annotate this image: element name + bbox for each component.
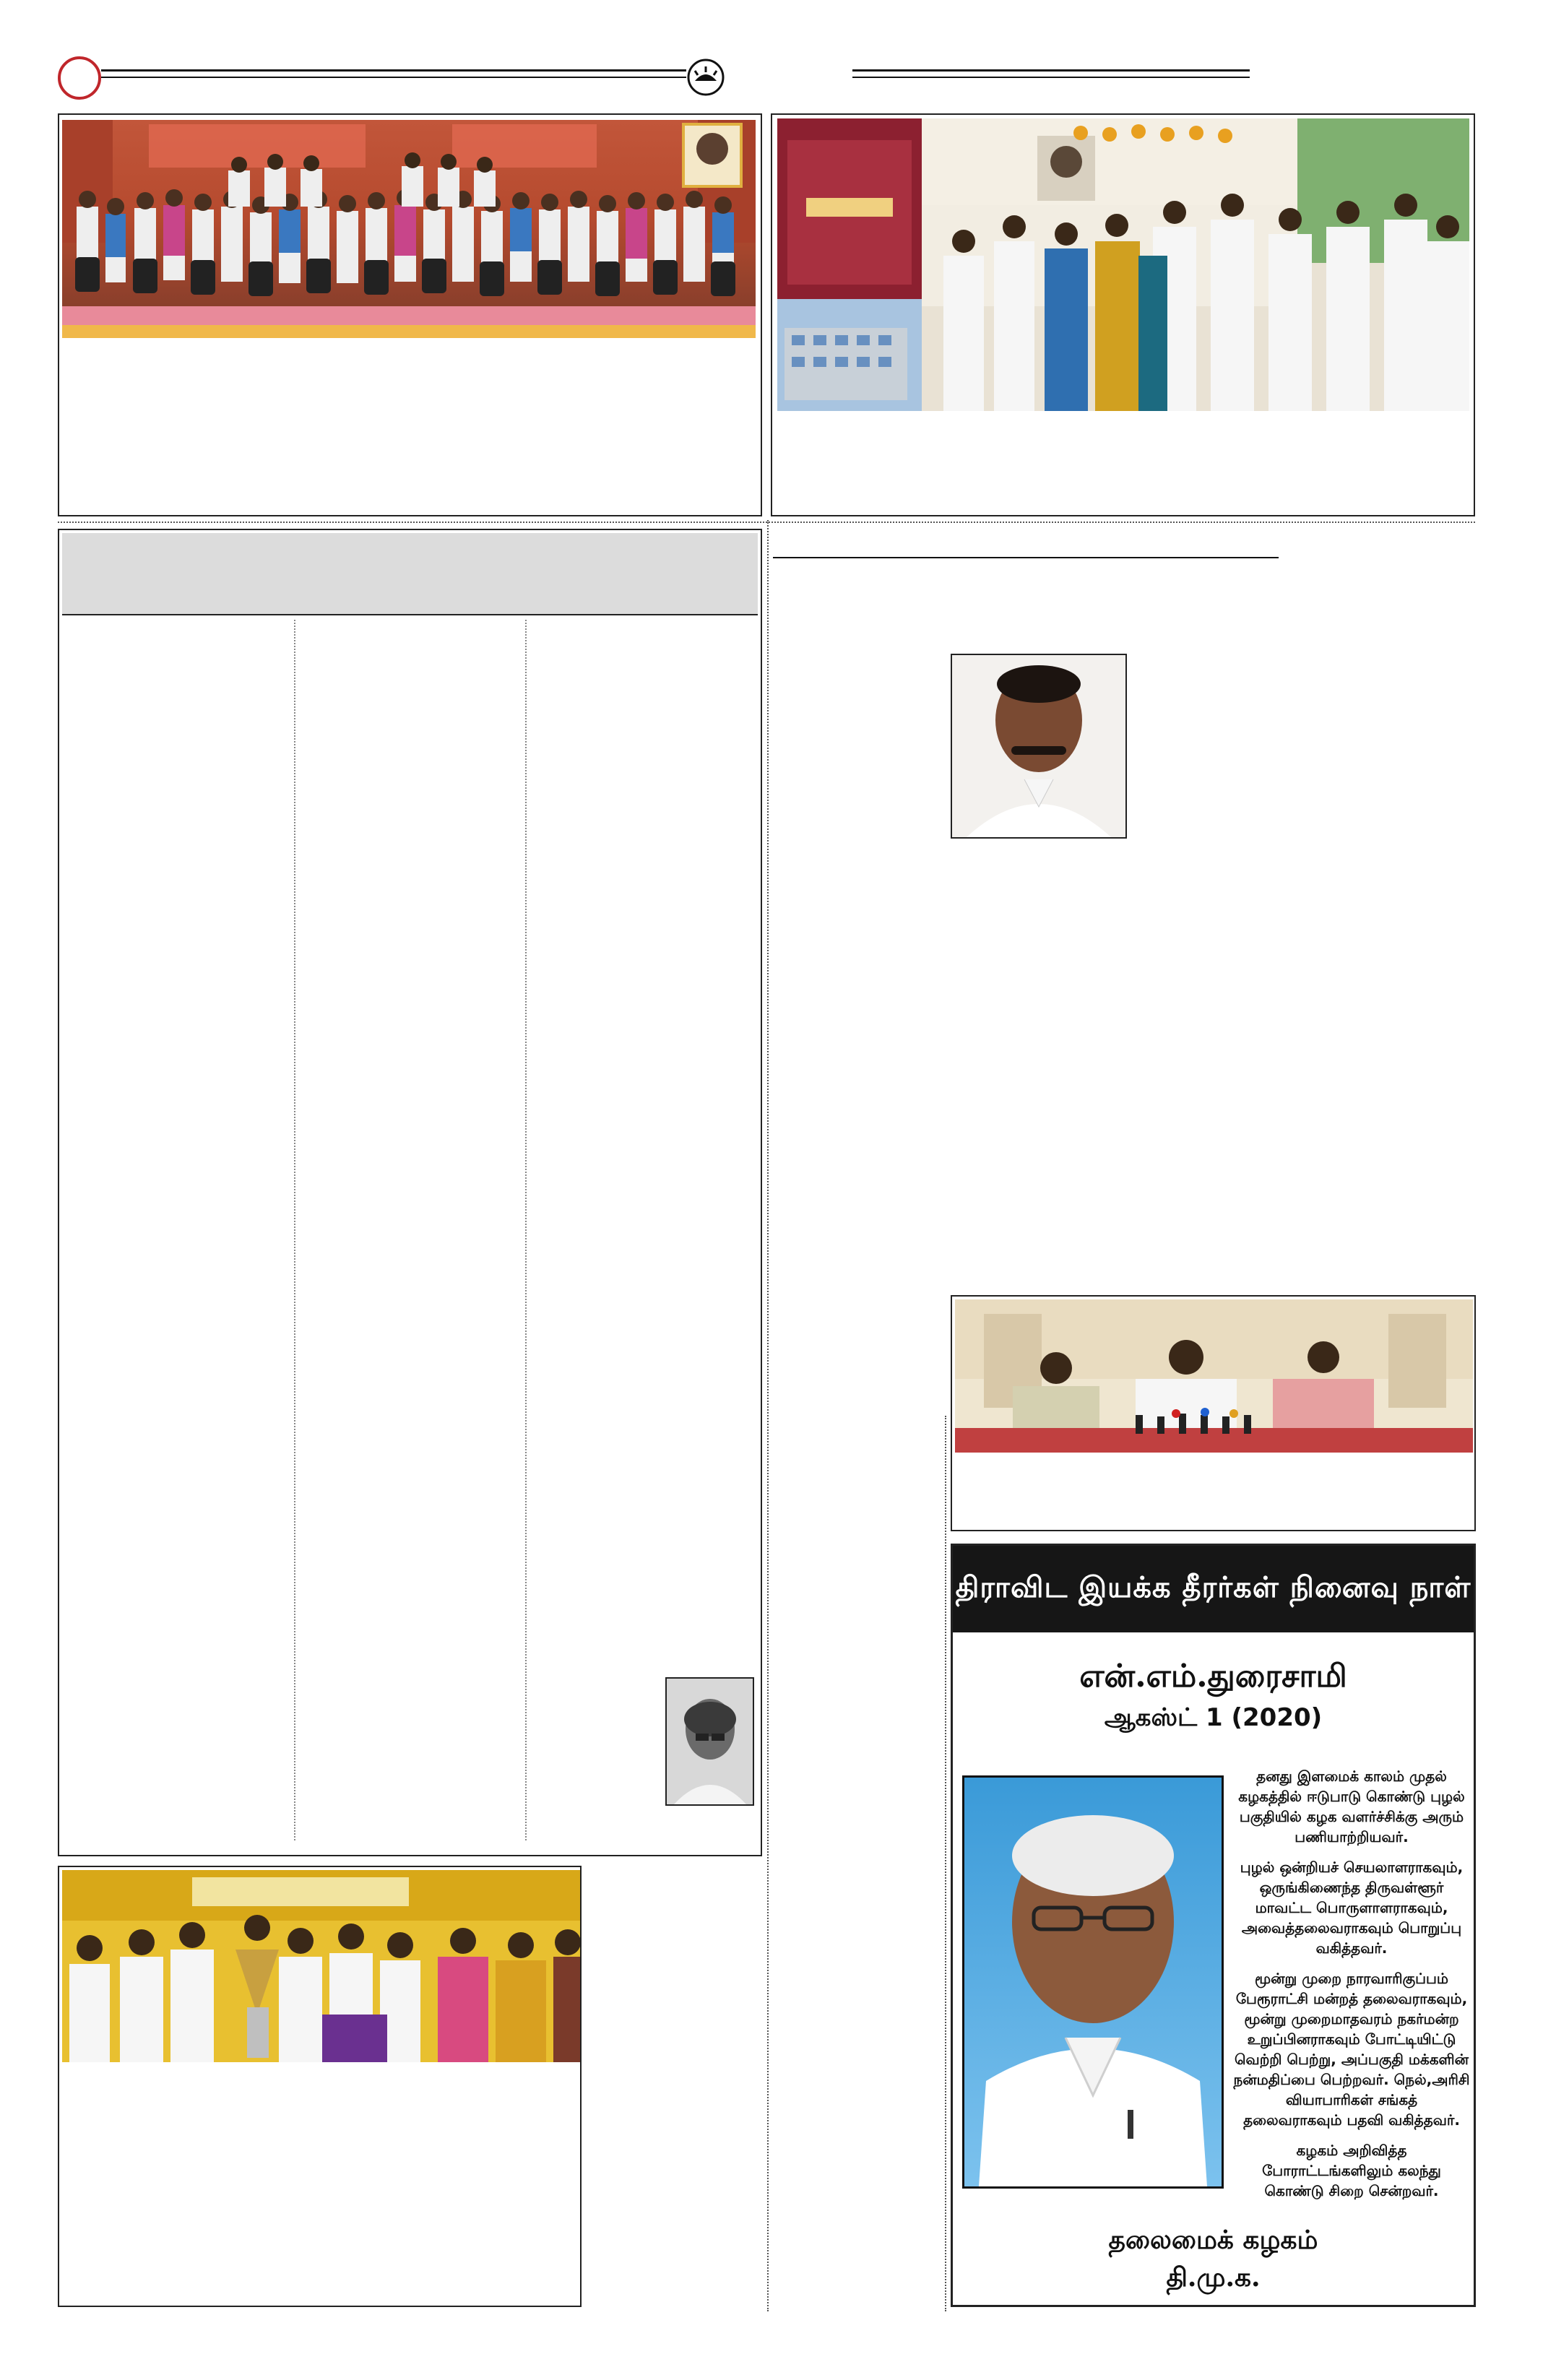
bio-line: கழகத்தில் ஈடுபாடு கொண்டு புழல் (1238, 1788, 1465, 1805)
memorial-footer-party: தி.மு.க. (1166, 2262, 1261, 2293)
bio-line: தலைவராகவும் பதவி வகித்தவர். (1243, 2111, 1460, 2129)
memorial-footer-org: தலைமைக் கழகம் (1108, 2225, 1318, 2255)
main-article-header-panel (62, 533, 758, 615)
bio-line: அவைத்தலைவராகவும் பொறுப்பு (1241, 1919, 1462, 1937)
memorial-date: ஆகஸ்ட் 1 (2020) (1104, 1703, 1323, 1732)
bio-line: மாவட்ட பொருளாளராகவும், (1255, 1899, 1448, 1916)
separator-center (767, 520, 769, 2311)
memorial-bio-paragraph (1232, 2140, 1471, 2201)
bio-line: கொண்டு சிறை சென்றவர். (1264, 2182, 1439, 2199)
bio-line: மூன்று முறை நாரவாரிகுப்பம் (1254, 1970, 1449, 1987)
top-left-photo-box (58, 113, 762, 516)
bio-line: பகுதியில் கழக வளர்ச்சிக்கு அரும் (1239, 1808, 1464, 1825)
press-meet-photo (955, 1299, 1473, 1453)
masthead-circle (58, 56, 101, 100)
column-rule-2 (525, 620, 527, 1840)
bio-line: வகித்தவர். (1315, 1939, 1388, 1957)
elder-portrait-photo (665, 1677, 754, 1806)
minister-portrait-photo (951, 654, 1127, 839)
press-meet-photo-box (951, 1295, 1476, 1531)
memorial-banner (953, 1546, 1474, 1632)
separator-top (58, 522, 1475, 523)
students-bags-photo (62, 120, 756, 338)
trophy-event-photo-box (58, 1866, 582, 2307)
bio-line: உறுப்பினராகவும் போட்டியிட்டு (1247, 2030, 1456, 2048)
masthead-rule-right (852, 69, 1250, 72)
trophy-event-photo (62, 1870, 580, 2062)
bio-line: பேரூராட்சி மன்றத் தலைவராகவும், (1235, 1990, 1468, 2007)
memorial-person-name: என்.எம்.துரைசாமி (1079, 1658, 1347, 1695)
bio-line: புழல் ஒன்றியச் செயலாளராகவும், (1240, 1858, 1464, 1876)
memorial-portrait-photo (962, 1775, 1224, 2189)
bio-line: வெற்றி பெற்று, அப்பகுதி மக்களின் (1234, 2051, 1469, 2068)
bio-line: தனது இளமைக் காலம் முதல் (1256, 1767, 1447, 1785)
main-article-box (58, 529, 762, 1856)
bio-line: பணியாற்றியவர். (1295, 1828, 1409, 1845)
column-rule-1 (294, 620, 295, 1840)
masthead-rule-left-2 (101, 77, 686, 78)
bio-line: மூன்று முறைமாதவரம் நகர்மன்ற (1244, 2010, 1459, 2028)
memorial-bio (1232, 1766, 1471, 2201)
bio-line: கழகம் அறிவித்த (1296, 2142, 1407, 2159)
masthead-rule-left (101, 69, 686, 72)
right-article-headline-rule (773, 557, 1279, 558)
bio-line: ஒருங்கிணைந்த திருவள்ளூர் (1259, 1879, 1444, 1896)
top-right-photo-box (771, 113, 1475, 516)
rising-sun-logo-icon (686, 58, 725, 97)
bio-line: வியாபாரிகள் சங்கத் (1285, 2091, 1418, 2108)
masthead-rule-right-2 (852, 77, 1250, 78)
memorial-bio-paragraph (1232, 1968, 1471, 2130)
inauguration-photo (777, 118, 1469, 411)
memorial-bio-paragraph (1232, 1766, 1471, 1847)
memorial-banner-text: திராவிட இயக்க தீரர்கள் நினைவு நாள் (955, 1570, 1471, 1604)
bio-line: நன்மதிப்பை பெற்றவர். நெல்,அரிசி (1233, 2071, 1470, 2088)
memorial-bio-paragraph (1232, 1857, 1471, 1958)
separator-right-column (945, 1416, 946, 2311)
memorial-box (951, 1544, 1476, 2307)
bio-line: போராட்டங்களிலும் கலந்து (1262, 2162, 1441, 2179)
